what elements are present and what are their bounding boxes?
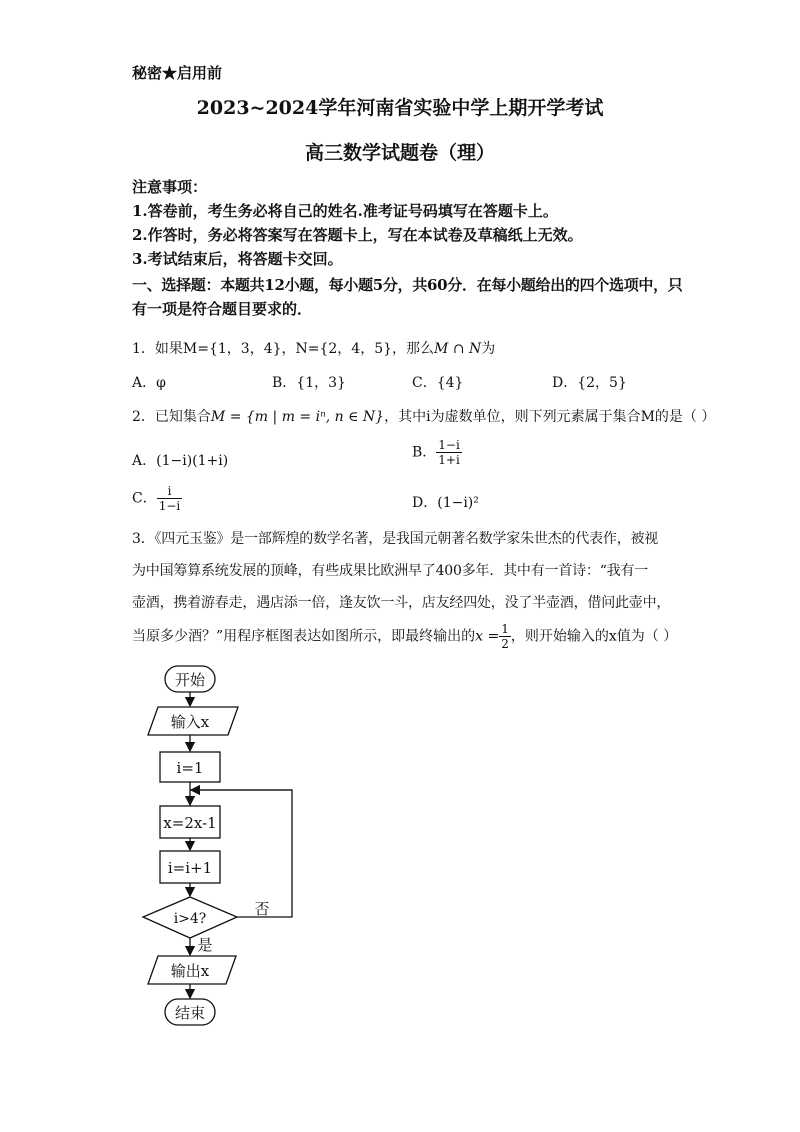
- question-1-suffix: 为: [481, 341, 496, 357]
- question-3-line1: 3．《四元玉鉴》是一部辉煌的数学名著，是我国元朝著名数学家朱世杰的代表作，被视: [132, 531, 659, 547]
- option-d-label: D．: [412, 495, 438, 511]
- question-2-set-expression: M = {m | m = iⁿ, n ∈ N}: [210, 409, 385, 425]
- flowchart-step1-label: x=2x-1: [163, 814, 217, 832]
- question-3-expression: x =: [475, 628, 500, 645]
- option-c-denominator: 1−i: [158, 499, 181, 513]
- question-3-denominator: 2: [501, 637, 509, 651]
- question-1-option-b: B．{1，3}: [272, 375, 346, 391]
- note-item-3: 3.考试结束后，将答题卡交回。: [132, 250, 343, 268]
- option-a-value: (1−i)(1+i): [156, 453, 229, 469]
- question-3-numerator: 1: [501, 622, 509, 636]
- option-b-numerator: 1−i: [438, 438, 460, 452]
- flowchart-init-label: i=1: [176, 759, 204, 777]
- option-b-denominator: 1+i: [438, 453, 460, 467]
- section-instructions-line2: 有一项是符合题目要求的．: [132, 300, 313, 318]
- option-b-label: B．: [412, 444, 437, 461]
- question-3-line4-suffix: ，则开始输入的x值为（ ）: [510, 628, 678, 645]
- flowchart-no-label: 否: [254, 900, 270, 918]
- question-3-line2: 为中国筹算系统发展的顶峰，有些成果比欧洲早了400多年．其中有一首诗：“我有一: [132, 563, 649, 579]
- question-1-option-c: C．{4}: [412, 375, 464, 391]
- option-a-label: A．: [132, 453, 157, 469]
- flowchart-input-label: 输入x: [170, 713, 210, 731]
- question-2-prefix: 2．已知集合: [132, 409, 211, 425]
- option-c-numerator: i: [157, 484, 183, 499]
- section-instructions-line1: 一、选择题：本题共12小题，每小题5分，共60分．在每小题给出的四个选项中，只: [132, 276, 683, 294]
- option-d-value: (1−i)²: [437, 495, 479, 511]
- question-3-line3: 壶酒，携着游春走，遇店添一倍，逢友饮一斗，店友经四处，没了半壶酒，借问此壶中，: [132, 595, 671, 611]
- exam-subtitle: 高三数学试题卷（理）: [304, 142, 495, 164]
- flowchart-output-label: 输出x: [170, 962, 210, 980]
- question-1-option-d: D．{2，5}: [552, 375, 627, 391]
- exam-title: 2023~2024学年河南省实验中学上期开学考试: [196, 97, 604, 119]
- flowchart-condition-label: i>4?: [173, 911, 207, 927]
- confidential-label: 秘密★启用前: [132, 64, 223, 82]
- note-item-2: 2.作答时，务必将答案写在答题卡上，写在本试卷及草稿纸上无效。: [132, 226, 583, 244]
- flowchart-end-label: 结束: [174, 1004, 206, 1022]
- option-c-label: C．: [132, 490, 157, 507]
- notes-heading: 注意事项：: [132, 178, 208, 196]
- note-item-1: 1.答卷前，考生务必将自己的姓名.准考证号码填写在答题卡上。: [132, 202, 558, 220]
- question-2-suffix: ，其中i为虚数单位，则下列元素属于集合M的是（ ）: [384, 409, 716, 425]
- flowchart-yes-label: 是: [197, 936, 213, 954]
- question-1-text: 1．如果M={1，3，4}，N={2，4，5}，那么: [132, 341, 435, 357]
- flowchart-start-label: 开始: [174, 671, 206, 689]
- question-1-expression: M ∩ N: [434, 341, 482, 357]
- flowchart-step2-label: i=i+1: [167, 859, 213, 877]
- question-3-line4-prefix: 当原多少酒？”用程序框图表达如图所示，即最终输出的: [132, 628, 476, 645]
- question-1-option-a: A．φ: [132, 375, 166, 391]
